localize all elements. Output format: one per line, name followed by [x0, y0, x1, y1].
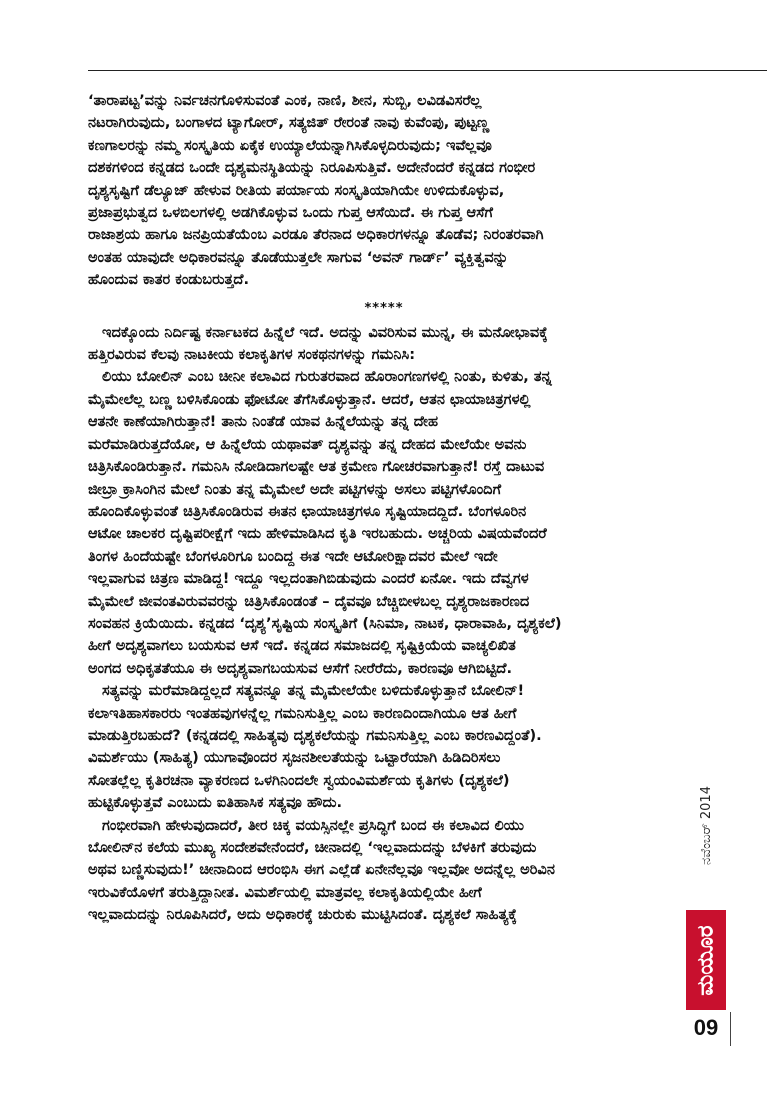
text-line: ಮೈಮೇಲೆ ಜೀವಂತವಿರುವವರನ್ನು ಚಿತ್ರಿಸಿಕೊಂಡಂತೆ – ದೈವವೂ ಬೆಚ್ಚಿಬೀಳಬಲ್ಲ ದೃಶ್ಯರಾಜಕಾರಣದ [88, 592, 530, 610]
header-rule [88, 70, 767, 71]
magazine-sidebar [686, 785, 726, 1010]
text-line: ಹತ್ತಿರವಿರುವ ಕೆಲವು ನಾಟಕೀಯ ಕಲಾಕೃತಿಗಳ ಸಂಕಥನಗಳನ್ನು ಗಮನಿಸಿ: [88, 346, 416, 364]
text-line: ನಟರಾಗಿರುವುದು, ಬಂಗಾಳದ ಟ್ಯಾಗೋರ್, ಸತ್ಯಜಿತ್ ರೇರಂತೆ ನಾವು ಕುವೆಂಪು, ಪುಟ್ಟಣ್ಣ [88, 114, 490, 132]
text-line: ಮರೆಮಾಡಿರುತ್ತದೆಯೋ, ಆ ಹಿನ್ನೆಲೆಯ ಯಥಾವತ್ ದೃಶ್ಯವನ್ನು ತನ್ನ ದೇಹದ ಮೇಲೆಯೇ ಅವನು [88, 435, 527, 453]
text-line: ರಾಜಾಶ್ರಯ ಹಾಗೂ ಜನಪ್ರಿಯತೆಯೆಂಬ ಎರಡೂ ತೆರನಾದ ಅಧಿಕಾರಗಳನ್ನೂ ತೊಡೆವ; ನಿರಂತರವಾಗಿ [88, 226, 544, 244]
text-line: ಜೀಬ್ರಾ ಕ್ರಾಸಿಂಗಿನ ಮೇಲೆ ನಿಂತು ತನ್ನ ಮೈಮೇಲೆ ಅದೇ ಪಟ್ಟಿಗಳನ್ನು ಅಸಲು ಪಟ್ಟಿಗಳೊಂದಿಗೆ [88, 480, 502, 498]
paragraph-4 [88, 680, 680, 814]
text-line: ಹೀಗೆ ಅದೃಶ್ಯವಾಗಲು ಬಯಸುವ ಆಸೆ ಇದೆ. ಕನ್ನಡದ ಸಮಾಜದಲ್ಲಿ ಸೃಷ್ಟಿಕ್ರಿಯೆಯ ವಾಚ್ಯಲಿಖಿತ [88, 637, 516, 655]
issue-date [686, 740, 726, 910]
text-line: ದಶಕಗಳಿಂದ ಕನ್ನಡದ ಒಂದೇ ದೃಶ್ಯಮನಸ್ಥಿತಿಯನ್ನು ನಿರೂಪಿಸುತ್ತಿವೆ. ಅದೇನೆಂದರೆ ಕನ್ನಡದ ಗಂಭೀರ [88, 159, 536, 177]
text-line: ತಿಂಗಳ ಹಿಂದೆಯಷ್ಟೇ ಬೆಂಗಳೂರಿಗೂ ಬಂದಿದ್ದ ಈತ ಇದೇ ಆಟೋರಿಕ್ಷಾದವರ ಮೇಲೆ ಇದೇ [88, 547, 498, 565]
text-line: ಕಣಗಾಲರನ್ನು ನಮ್ಮ ಸಂಸ್ಕೃತಿಯ ಏಕೈಕ ಉಯ್ಯಾಲೆಯನ್ನಾಗಿಸಿಕೊಳ್ಳದಿರುವುದು; ಇವೆಲ್ಲವೂ [88, 136, 492, 154]
paragraph-1 [88, 90, 680, 292]
text-line: ಸೋತಲ್ಲೆಲ್ಲ ಕೃತಿರಚನಾ ವ್ಯಾಕರಣದ ಒಳಗಿನಿಂದಲೇ ಸ್ವಯಂವಿಮರ್ಶೆಯ ಕೃತಿಗಳು (ದೃಶ್ಯಕಲೆ) [88, 771, 510, 789]
text-line: ಚಿತ್ರಿಸಿಕೊಂಡಿರುತ್ತಾನೆ. ಗಮನಿಸಿ ನೋಡಿದಾಗಲಷ್ಟೇ ಆತ ಕ್ರಮೇಣ ಗೋಚರವಾಗುತ್ತಾನೆ! ರಸ್ತೆ ದಾಟುವ [88, 458, 545, 476]
page-number-rule [730, 1012, 731, 1046]
text-line: ಲಿಯು ಬೋಲಿನ್ ಎಂಬ ಚೀನೀ ಕಲಾವಿದ ಗುರುತರವಾದ ಹೊರಾಂಗಣಗಳಲ್ಲಿ ನಿಂತು, ಕುಳಿತು, ತನ್ನ [102, 368, 552, 386]
issue-date-text: ನವೆಂಬರ್ 2014 [698, 785, 714, 865]
text-line: ಮೈಮೇಲೆಲ್ಲ ಬಣ್ಣ ಬಳಿಸಿಕೊಂಡು ಫೋಟೋ ತೆಗೆಸಿಕೊಳ್ಳುತ್ತಾನೆ. ಆದರೆ, ಆತನ ಛಾಯಾಚಿತ್ರಗಳಲ್ಲಿ [88, 390, 531, 408]
text-line: ಸಂವಹನ ಕ್ರಿಯೆಯಿದು. ಕನ್ನಡದ ‘ದೃಶ್ಯ’ಸೃಷ್ಟಿಯ ಸಂಸ್ಕೃತಿಗೆ (ಸಿನಿಮಾ, ನಾಟಕ, ಧಾರಾವಾಹಿ, ದೃಶ್ಯಕಲೆ) [88, 614, 562, 632]
text-line: ಮಾಡುತ್ತಿರಬಹುದೆ? (ಕನ್ನಡದಲ್ಲಿ ಸಾಹಿತ್ಯವು ದೃಶ್ಯಕಲೆಯನ್ನು ಗಮನಿಸುತ್ತಿಲ್ಲ ಎಂಬ ಕಾರಣವಿದ್ದಂತೆ). [88, 726, 542, 744]
text-line: ಹುಟ್ಟಿಕೊಳ್ಳುತ್ತವೆ ಎಂಬುದು ಐತಿಹಾಸಿಕ ಸತ್ಯವೂ ಹೌದು. [88, 794, 343, 812]
text-line: ಅಥವ ಬಣ್ಣಿಸುವುದು!’ ಚೀನಾದಿಂದ ಆರಂಭಿಸಿ ಈಗ ಎಲ್ಲೆಡೆ ಏನೇನೆಲ್ಲವೂ ಇಲ್ಲವೋ ಅದನ್ನೆಲ್ಲ ಅರಿವಿನ [88, 861, 555, 879]
text-line: ಅಂತಹ ಯಾವುದೇ ಅಧಿಕಾರವನ್ನೂ ತೊಡೆಯುತ್ತಲೇ ಸಾಗುವ ‘ಅವನ್ ಗಾರ್ಡ್’ ವ್ಯಕ್ತಿತ್ವವನ್ನು [88, 248, 509, 266]
text-line: ಆತನೇ ಕಾಣೆಯಾಗಿರುತ್ತಾನೆ! ತಾನು ನಿಂತೆಡೆ ಯಾವ ಹಿನ್ನೆಲೆಯನ್ನು ತನ್ನ ದೇಹ [88, 413, 439, 431]
text-line: ವಿಮರ್ಶೆಯು (ಸಾಹಿತ್ಯ) ಯುಗಾವೊಂದರ ಸೃಜನಶೀಲತೆಯನ್ನು ಒಟ್ಟಾರೆಯಾಗಿ ಹಿಡಿದಿರಿಸಲು [88, 749, 501, 767]
text-line: ಹೊಂದಿಕೊಳ್ಳುವಂತೆ ಚಿತ್ರಿಸಿಕೊಂಡಿರುವ ಈತನ ಛಾಯಾಚಿತ್ರಗಳೂ ಸೃಷ್ಟಿಯಾದದ್ದಿದೆ. ಬೆಂಗಳೂರಿನ [88, 502, 527, 520]
text-line: ಇಲ್ಲವಾಗುವ ಚಿತ್ರಣ ಮಾಡಿದ್ದ! ಇದ್ದೂ ಇಲ್ಲದಂತಾಗಿಬಿಡುವುದು ಎಂದರೆ ಏನೋ. ಇದು ದೆವ್ವಗಳ [88, 570, 529, 588]
text-line: ಬೋಲಿನ್‌ನ ಕಲೆಯ ಮುಖ್ಯ ಸಂದೇಶವೇನೆಂದರೆ, ಚೀನಾದಲ್ಲಿ ‘ಇಲ್ಲವಾದುದನ್ನು ಬೆಳಕಿಗೆ ತರುವುದು [88, 839, 537, 856]
text-line: ಸತ್ಯವನ್ನು ಮರೆಮಾಡಿದ್ದಲ್ಲದೆ ಸತ್ಯವನ್ನೂ ತನ್ನ ಮೈಮೇಲೆಯೇ ಬಳಿದುಕೊಳ್ಳುತ್ತಾನೆ ಬೋಲಿನ್! [102, 682, 525, 700]
section-separator: ***** [364, 300, 404, 316]
text-line: ‘ತಾರಾಪಟ್ಟ’ವನ್ನು ನಿರ್ವಚನಗೊಳಿಸುವಂತೆ ಎಂಕ, ನಾಣಿ, ಶೀನ, ಸುಬ್ಬಿ, ಲವಿಡವಿಸರೆಲ್ಲ [88, 92, 482, 109]
text-line: ಹೊಂದುವ ಕಾತರ ಕಂಡುಬರುತ್ತದೆ. [88, 271, 249, 289]
text-line: ಇದಕ್ಕೊಂದು ನಿರ್ದಿಷ್ಟ ಕರ್ನಾಟಕದ ಹಿನ್ನೆಲೆ ಇದೆ. ಅದನ್ನು ವಿವರಿಸುವ ಮುನ್ನ, ಈ ಮನೋಭಾವಕ್ಕೆ [102, 323, 548, 341]
text-line: ಇರುವಿಕೆಯೊಳಗೆ ತರುತ್ತಿದ್ದಾನೀತ. ವಿಮರ್ಶೆಯಲ್ಲಿ ಮಾತ್ರವಲ್ಲ ಕಲಾಕೃತಿಯಲ್ಲಿಯೇ ಹೀಗೆ [88, 883, 482, 901]
magazine-logo [686, 910, 726, 1010]
paragraph-3 [88, 366, 680, 680]
paragraph-2 [88, 322, 680, 367]
text-line: ಕಲಾಇತಿಹಾಸಕಾರರು ಇಂತಹವುಗಳನ್ನೆಲ್ಲ ಗಮನಿಸುತ್ತಿಲ್ಲ ಎಂಬ ಕಾರಣದಿಂದಾಗಿಯೂ ಆತ ಹೀಗೆ [88, 704, 517, 722]
text-line: ದೃಶ್ಯಸೃಷ್ಟಿಗೆ ಡೆಲ್ಯೂಜ್ ಹೇಳುವ ರೀತಿಯ ಪರ್ಯಾಯ ಸಂಸ್ಕೃತಿಯಾಗಿಯೇ ಉಳಿದುಕೊಳ್ಳುವ, [88, 181, 505, 199]
text-line: ಪ್ರಜಾಪ್ರಭುತ್ವದ ಒಳಬಿಲಗಳಲ್ಲಿ ಅಡಗಿಕೊಳ್ಳುವ ಒಂದು ಗುಪ್ತ ಆಸೆಯಿದೆ. ಈ ಗುಪ್ತ ಆಸೆಗೆ [88, 204, 493, 222]
text-line: ಅಂಗದ ಅಧಿಕೃತತೆಯೂ ಈ ಅದೃಶ್ಯವಾಗಬಯಸುವ ಆಸೆಗೆ ನೀರೆರೆದು, ಕಾರಣವೂ ಆಗಿಬಿಟ್ಟಿದೆ. [88, 659, 512, 677]
paragraph-5 [88, 815, 680, 927]
text-line: ಇಲ್ಲವಾದುದನ್ನು ನಿರೂಪಿಸಿದರೆ, ಅದು ಅಧಿಕಾರಕ್ಕೆ ಚುರುಕು ಮುಟ್ಟಿಸಿದಂತೆ. ದೃಶ್ಯಕಲೆ ಸಾಹಿತ್ಯಕ್ಕೆ [88, 906, 517, 924]
magazine-name: ಮಯೂರ [693, 924, 719, 996]
article-body [88, 90, 680, 927]
text-line: ಆಟೋ ಚಾಲಕರ ದೃಷ್ಟಿಪರೀಕ್ಷೆಗೆ ಇದು ಹೇಳಿಮಾಡಿಸಿದ ಕೃತಿ ಇರಬಹುದು. ಅಚ್ಚರಿಯ ವಿಷಯವೆಂದರೆ [88, 525, 547, 543]
page-number: 09 [693, 1015, 719, 1040]
text-line: ಗಂಭೀರವಾಗಿ ಹೇಳುವುದಾದರೆ, ತೀರ ಚಿಕ್ಕ ವಯಸ್ಸಿನಲ್ಲೇ ಪ್ರಸಿದ್ಧಿಗೆ ಬಂದ ಈ ಕಲಾವಿದ ಲಿಯು [102, 816, 525, 834]
